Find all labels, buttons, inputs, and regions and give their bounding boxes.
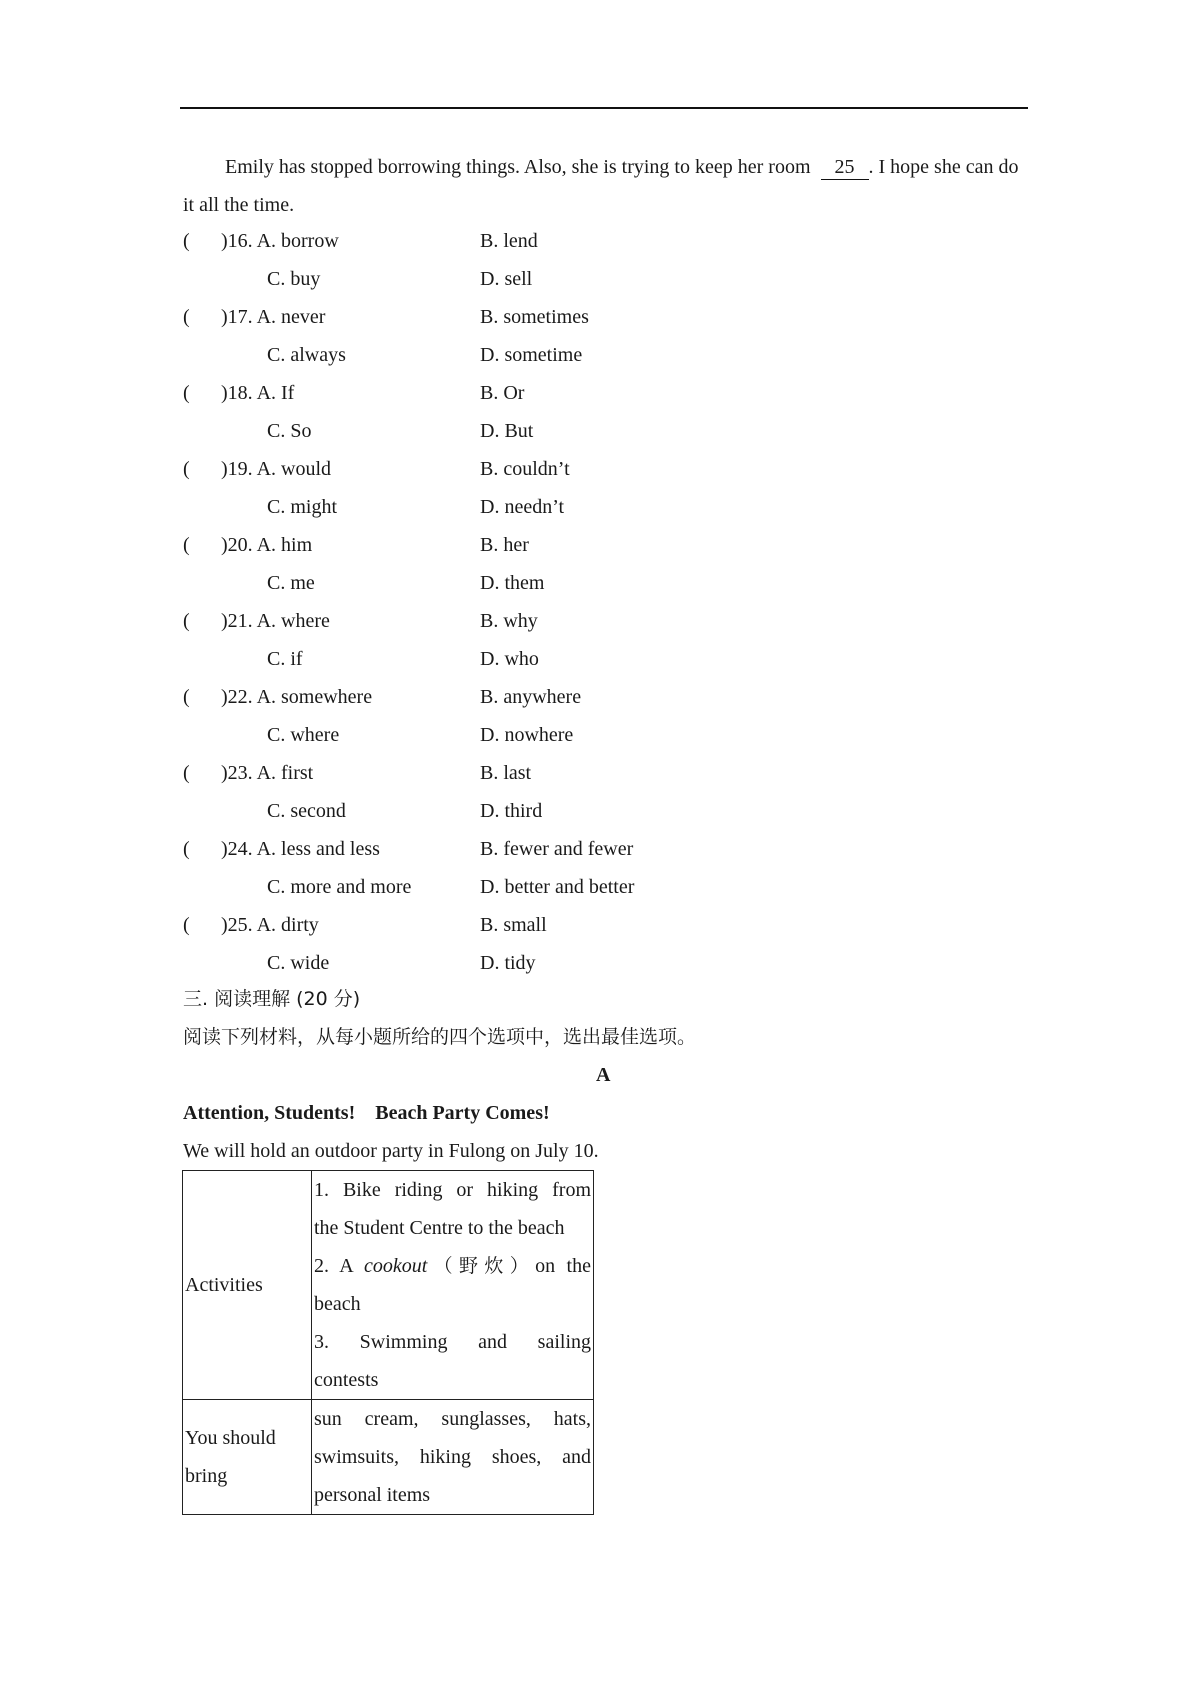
answer-paren[interactable]: ( bbox=[183, 382, 190, 404]
passage-intro: We will hold an outdoor party in Fulong on July 10. bbox=[183, 1140, 599, 1162]
option-c: C. more and more bbox=[267, 876, 412, 898]
activities-row bbox=[183, 1171, 594, 1400]
answer-paren[interactable]: ( bbox=[183, 914, 190, 936]
blank-25: 25 bbox=[821, 155, 869, 180]
option-c: C. if bbox=[267, 648, 303, 670]
option-a: )21. A. where bbox=[221, 610, 330, 632]
bring-content: sun cream, sunglasses, hats, swimsuits, hiking shoes, and personal items bbox=[312, 1400, 594, 1515]
option-d: D. tidy bbox=[480, 952, 536, 974]
party-info-table bbox=[182, 1170, 594, 1515]
option-b: B. couldn’t bbox=[480, 458, 570, 480]
option-c: C. second bbox=[267, 800, 346, 822]
option-a: )24. A. less and less bbox=[221, 838, 380, 860]
option-a: )22. A. somewhere bbox=[221, 686, 373, 708]
passage-letter: A bbox=[596, 1064, 611, 1086]
option-b: B. last bbox=[480, 762, 532, 784]
section-heading: 三. 阅读理解 (20 分) bbox=[183, 988, 361, 1010]
option-d: D. who bbox=[480, 648, 539, 670]
option-d: D. sometime bbox=[480, 344, 583, 366]
option-c: C. So bbox=[267, 420, 312, 442]
option-d: D. sell bbox=[480, 268, 533, 290]
header-rule bbox=[180, 107, 1028, 109]
option-d: D. third bbox=[480, 800, 543, 822]
bring-label: You should bring bbox=[183, 1400, 312, 1515]
answer-paren[interactable]: ( bbox=[183, 838, 190, 860]
option-d: D. them bbox=[480, 572, 545, 594]
option-a: )19. A. would bbox=[221, 458, 332, 480]
activities-label: Activities bbox=[183, 1171, 312, 1400]
option-a: )17. A. never bbox=[221, 306, 326, 328]
answer-paren[interactable]: ( bbox=[183, 534, 190, 556]
passage-text-before: Emily has stopped borrowing things. Also, she is trying to keep her room bbox=[225, 156, 811, 178]
option-b: B. anywhere bbox=[480, 686, 582, 708]
option-a: )18. A. If bbox=[221, 382, 295, 404]
option-a: )16. A. borrow bbox=[221, 230, 339, 252]
answer-paren[interactable]: ( bbox=[183, 306, 190, 328]
option-c: C. me bbox=[267, 572, 315, 594]
option-c: C. where bbox=[267, 724, 340, 746]
option-d: D. But bbox=[480, 420, 534, 442]
answer-paren[interactable]: ( bbox=[183, 762, 190, 784]
option-b: B. sometimes bbox=[480, 306, 589, 328]
option-b: B. her bbox=[480, 534, 529, 556]
passage-ending bbox=[183, 148, 1028, 224]
option-b: B. fewer and fewer bbox=[480, 838, 634, 860]
option-c: C. wide bbox=[267, 952, 330, 974]
option-b: B. why bbox=[480, 610, 538, 632]
section-instruction: 阅读下列材料，从每小题所给的四个选项中，选出最佳选项。 bbox=[183, 1026, 697, 1048]
option-a: )23. A. first bbox=[221, 762, 314, 784]
option-b: B. lend bbox=[480, 230, 538, 252]
option-a: )20. A. him bbox=[221, 534, 313, 556]
option-c: C. might bbox=[267, 496, 338, 518]
answer-paren[interactable]: ( bbox=[183, 230, 190, 252]
option-b: B. Or bbox=[480, 382, 525, 404]
activities-content: 1. Bike riding or hiking from the Student Centre to the beach 2. A cookout（野炊）on the beach 3. Swimming and sailing contests bbox=[312, 1171, 594, 1400]
option-b: B. small bbox=[480, 914, 547, 936]
passage-text-after: . I hope she can do it all the time. bbox=[183, 156, 1019, 216]
answer-paren[interactable]: ( bbox=[183, 458, 190, 480]
answer-paren[interactable]: ( bbox=[183, 686, 190, 708]
answer-paren[interactable]: ( bbox=[183, 610, 190, 632]
passage-title: Attention, Students! Beach Party Comes! bbox=[183, 1102, 550, 1124]
option-c: C. always bbox=[267, 344, 346, 366]
cookout-term: cookout bbox=[363, 1255, 428, 1277]
option-c: C. buy bbox=[267, 268, 321, 290]
option-d: D. better and better bbox=[480, 876, 635, 898]
option-d: D. needn’t bbox=[480, 496, 565, 518]
bring-row bbox=[183, 1400, 594, 1515]
option-d: D. nowhere bbox=[480, 724, 574, 746]
option-a: )25. A. dirty bbox=[221, 914, 319, 936]
